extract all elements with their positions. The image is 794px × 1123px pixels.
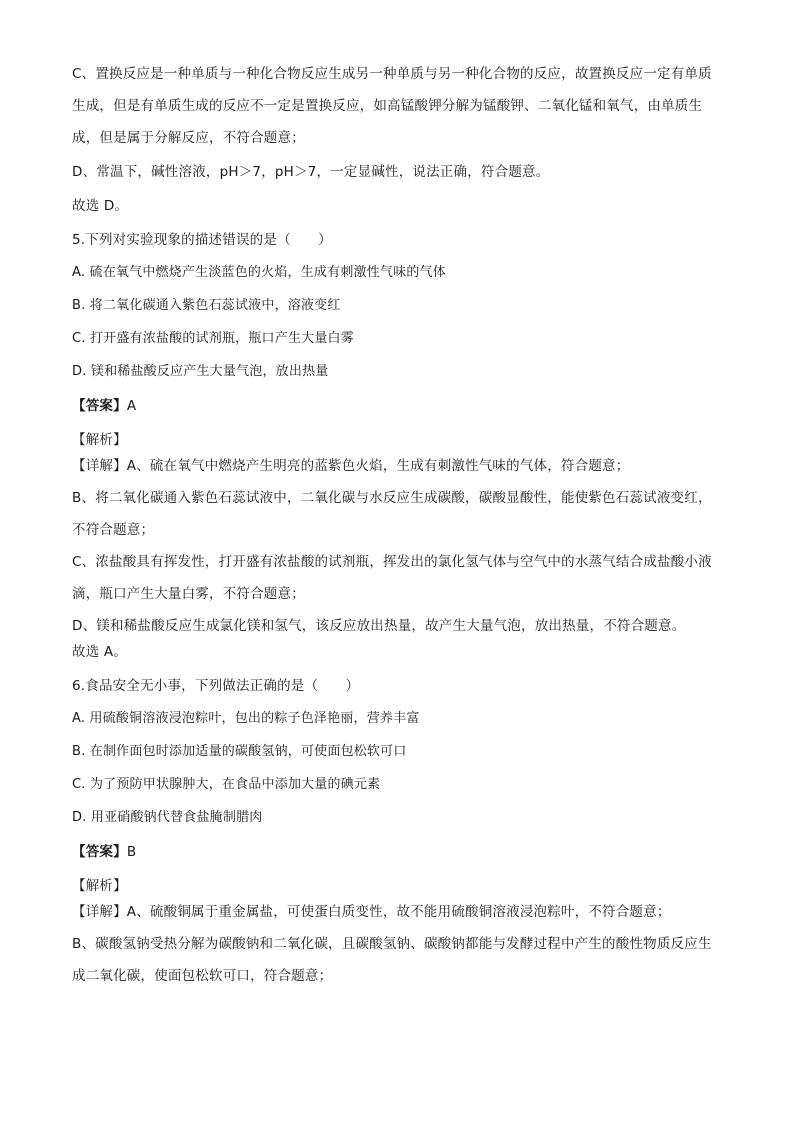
q6-option-a: A. 用硫酸铜溶液浸泡粽叶，包出的粽子色泽艳丽，营养丰富 — [72, 711, 420, 726]
q6-option-b: B. 在制作面包时添加适量的碳酸氢钠，可使面包松软可口 — [72, 744, 407, 759]
q5-conclusion: 故选 A。 — [72, 644, 128, 660]
q4-conclusion: 故选 D。 — [72, 198, 129, 214]
q5-analysis-tag: 【解析】 — [72, 432, 127, 448]
q5-detail-b-line-1: B、将二氧化碳通入紫色石蕊试液中，二氧化碳与水反应生成碳酸，碳酸显酸性，能使紫色石蕊试液变红， — [72, 490, 712, 506]
q6-detail-b-line-2: 成二氧化碳，使面包松软可口，符合题意； — [72, 968, 333, 984]
q5-detail-c-line-2: 滴，瓶口产生大量白雾，不符合题意； — [72, 586, 305, 602]
q6-option-c: C. 为了预防甲状腺肿大，在食品中添加大量的碘元素 — [72, 777, 381, 792]
q6-detail-a: 【详解】A、硫酸铜属于重金属盐，可使蛋白质变性，故不能用硫酸铜溶液浸泡粽叶，不符合题意； — [72, 904, 671, 920]
q6-detail-b-line-1: B、碳酸氢钠受热分解为碳酸钠和二氧化碳，且碳酸氢钠、碳酸钠都能与发酵过程中产生的酸性物质反应生 — [72, 936, 712, 952]
q5-answer — [72, 396, 728, 416]
q5-detail-a: 【详解】A、硫在氧气中燃烧产生明亮的蓝紫色火焰，生成有刺激性气味的气体，符合题意； — [72, 458, 630, 474]
q5-option-d: D. 镁和稀盐酸反应产生大量气泡，放出热量 — [72, 364, 329, 379]
q6-answer-tag: 【答案】 — [72, 844, 127, 860]
q5-answer-tag: 【答案】 — [72, 398, 127, 414]
q4-option-c-explanation-line-3: 成，但是属于分解反应，不符合题意； — [72, 130, 305, 146]
q6-answer — [72, 842, 728, 862]
q4-option-d-explanation: D、常温下，碱性溶液，pH＞7，pH＞7，一定显碱性，说法正确，符合题意。 — [72, 164, 550, 180]
q5-detail-d: D、镁和稀盐酸反应生成氯化镁和氢气，该反应放出热量，故产生大量气泡，放出热量，不符合题意。 — [72, 618, 686, 634]
q5-option-c: C. 打开盛有浓盐酸的试剂瓶，瓶口产生大量白雾 — [72, 331, 354, 346]
q5-answer-value: A — [126, 398, 137, 414]
q6-answer-value: B — [126, 844, 137, 860]
q6-analysis-tag: 【解析】 — [72, 878, 127, 894]
q4-option-c-explanation-line-2: 生成，但是有单质生成的反应不一定是置换反应，如高锰酸钾分解为锰酸钾、二氧化锰和氧气，由单质生 — [72, 98, 703, 114]
q5-stem: 5.下列对实验现象的描述错误的是（ ） — [72, 232, 332, 248]
q5-option-b: B. 将二氧化碳通入紫色石蕊试液中，溶液变红 — [72, 298, 341, 313]
q6-stem: 6.食品安全无小事，下列做法正确的是（ ） — [72, 678, 360, 694]
q5-option-a: A. 硫在氧气中燃烧产生淡蓝色的火焰，生成有刺激性气味的气体 — [72, 265, 446, 280]
q5-detail-c-line-1: C、浓盐酸具有挥发性，打开盛有浓盐酸的试剂瓶，挥发出的氯化氢气体与空气中的水蒸气结合成盐酸小液 — [72, 554, 712, 570]
q4-option-c-explanation-line-1: C、置换反应是一种单质与一种化合物反应生成另一种单质与另一种化合物的反应，故置换反应一定有单质 — [72, 66, 712, 82]
document-page — [72, 64, 728, 986]
q5-detail-b-line-2: 不符合题意； — [72, 522, 155, 538]
q6-option-d: D. 用亚硝酸钠代替食盐腌制腊肉 — [72, 810, 263, 825]
